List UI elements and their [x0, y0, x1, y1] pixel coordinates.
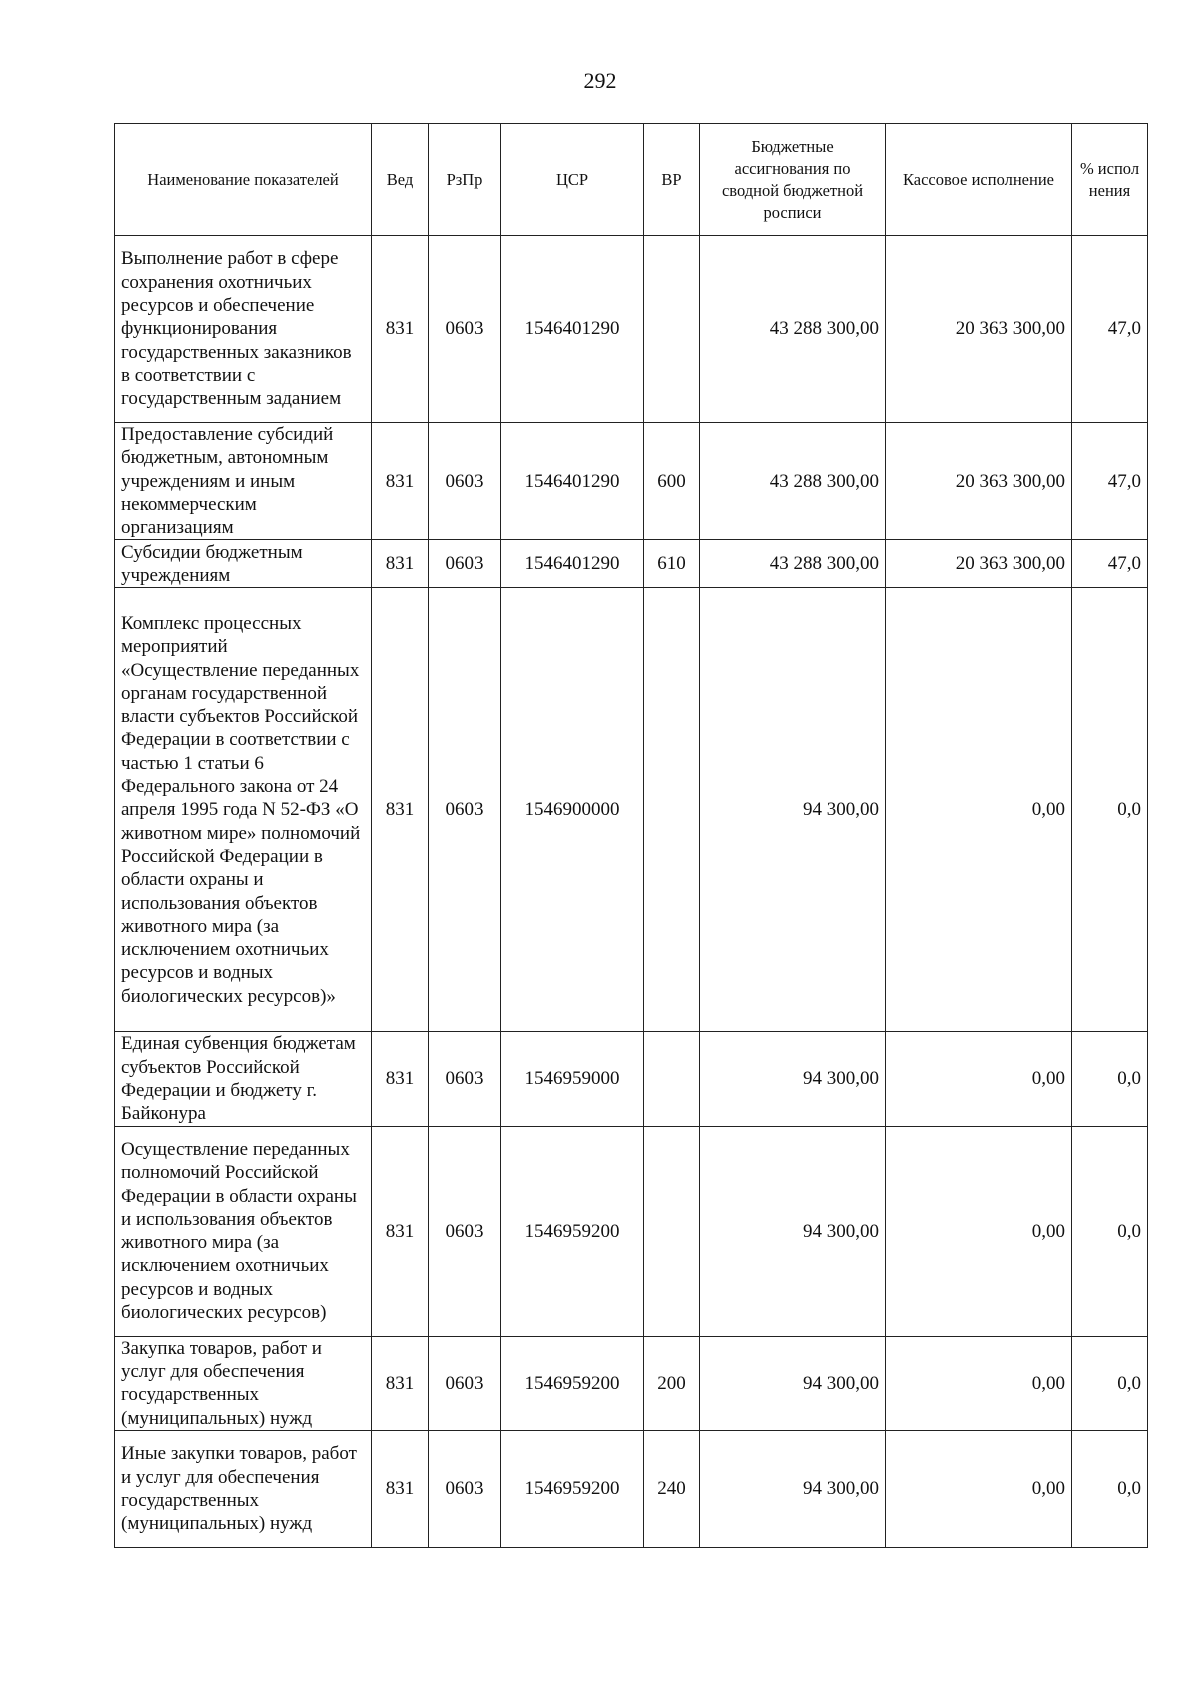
row-csr: 1546959200 — [501, 1336, 644, 1430]
row-csr: 1546959000 — [501, 1032, 644, 1126]
header-vr: ВР — [644, 124, 700, 236]
row-rzpr: 0603 — [429, 1336, 501, 1430]
row-name: Предоставление субсидий бюджетным, автономным учреждениям и иным некоммерческим организациям — [115, 423, 372, 540]
row-execution: 20 363 300,00 — [886, 540, 1072, 588]
row-csr: 1546959200 — [501, 1126, 644, 1336]
table-row — [115, 540, 1148, 588]
page-number: 292 — [583, 68, 617, 93]
row-percent: 0,0 — [1072, 588, 1148, 1032]
budget-execution-table — [114, 123, 1148, 1548]
row-allocations: 94 300,00 — [700, 1336, 886, 1430]
row-percent: 0,0 — [1072, 1032, 1148, 1126]
row-allocations: 94 300,00 — [700, 1126, 886, 1336]
row-ved: 831 — [372, 540, 429, 588]
row-rzpr: 0603 — [429, 588, 501, 1032]
row-percent: 47,0 — [1072, 423, 1148, 540]
row-ved: 831 — [372, 1032, 429, 1126]
row-vr — [644, 236, 700, 423]
table-row — [115, 1126, 1148, 1336]
row-percent: 0,0 — [1072, 1336, 1148, 1430]
row-name: Иные закупки товаров, работ и услуг для обеспечения государственных (муниципальных) нужд — [115, 1430, 372, 1547]
row-name: Субсидии бюджетным учреждениям — [115, 540, 372, 588]
row-percent: 47,0 — [1072, 236, 1148, 423]
row-ved: 831 — [372, 1126, 429, 1336]
row-ved: 831 — [372, 423, 429, 540]
row-csr: 1546900000 — [501, 588, 644, 1032]
row-allocations: 94 300,00 — [700, 1430, 886, 1547]
row-ved: 831 — [372, 1336, 429, 1430]
row-vr — [644, 1126, 700, 1336]
row-execution: 0,00 — [886, 1336, 1072, 1430]
row-allocations: 94 300,00 — [700, 588, 886, 1032]
row-rzpr: 0603 — [429, 1032, 501, 1126]
row-percent: 0,0 — [1072, 1126, 1148, 1336]
row-rzpr: 0603 — [429, 1430, 501, 1547]
row-vr — [644, 588, 700, 1032]
row-rzpr: 0603 — [429, 540, 501, 588]
header-rzpr: РзПр — [429, 124, 501, 236]
row-csr: 1546401290 — [501, 236, 644, 423]
table-row — [115, 1032, 1148, 1126]
row-vr: 610 — [644, 540, 700, 588]
row-name: Комплекс процессных мероприятий «Осуществление переданных органам государственной власти субъектов Российской Федерации в соответствии с частью 1 статьи 6 Федерального закона от 24 апреля 1995 года N 52-ФЗ «О животном мире» полномочий Российской Федерации в области охраны и использования объектов животного мира (за исключением охотничьих ресурсов и водных биологических ресурсов)» — [115, 588, 372, 1032]
row-rzpr: 0603 — [429, 423, 501, 540]
row-name: Осуществление переданных полномочий Российской Федерации в области охраны и использования объектов животного мира (за исключением охотничьих ресурсов и водных биологических ресурсов) — [115, 1126, 372, 1336]
row-ved: 831 — [372, 236, 429, 423]
header-percent: % испол нения — [1072, 124, 1148, 236]
row-execution: 0,00 — [886, 1032, 1072, 1126]
row-allocations: 43 288 300,00 — [700, 423, 886, 540]
table-row — [115, 1430, 1148, 1547]
row-allocations: 43 288 300,00 — [700, 236, 886, 423]
header-csr: ЦСР — [501, 124, 644, 236]
row-rzpr: 0603 — [429, 236, 501, 423]
row-percent: 47,0 — [1072, 540, 1148, 588]
row-allocations: 43 288 300,00 — [700, 540, 886, 588]
table-row — [115, 588, 1148, 1032]
row-vr: 200 — [644, 1336, 700, 1430]
row-execution: 0,00 — [886, 588, 1072, 1032]
row-allocations: 94 300,00 — [700, 1032, 886, 1126]
row-csr: 1546401290 — [501, 423, 644, 540]
row-csr: 1546401290 — [501, 540, 644, 588]
row-rzpr: 0603 — [429, 1126, 501, 1336]
header-execution: Кассовое исполнение — [886, 124, 1072, 236]
row-execution: 0,00 — [886, 1126, 1072, 1336]
row-percent: 0,0 — [1072, 1430, 1148, 1547]
table-header-row — [115, 124, 1148, 236]
header-name: Наименование показателей — [115, 124, 372, 236]
header-ved: Вед — [372, 124, 429, 236]
row-ved: 831 — [372, 1430, 429, 1547]
row-execution: 20 363 300,00 — [886, 423, 1072, 540]
table-row — [115, 236, 1148, 423]
row-ved: 831 — [372, 588, 429, 1032]
row-vr — [644, 1032, 700, 1126]
row-name: Закупка товаров, работ и услуг для обеспечения государственных (муниципальных) нужд — [115, 1336, 372, 1430]
table-row — [115, 423, 1148, 540]
table-row — [115, 1336, 1148, 1430]
row-execution: 20 363 300,00 — [886, 236, 1072, 423]
row-vr: 600 — [644, 423, 700, 540]
header-allocations: Бюджетные ассигнования по сводной бюджетной росписи — [700, 124, 886, 236]
row-csr: 1546959200 — [501, 1430, 644, 1547]
row-name: Выполнение работ в сфере сохранения охотничьих ресурсов и обеспечение функционирования государственных заказников в соответствии с государственным заданием — [115, 236, 372, 423]
row-name: Единая субвенция бюджетам субъектов Российской Федерации и бюджету г. Байконура — [115, 1032, 372, 1126]
row-vr: 240 — [644, 1430, 700, 1547]
row-execution: 0,00 — [886, 1430, 1072, 1547]
